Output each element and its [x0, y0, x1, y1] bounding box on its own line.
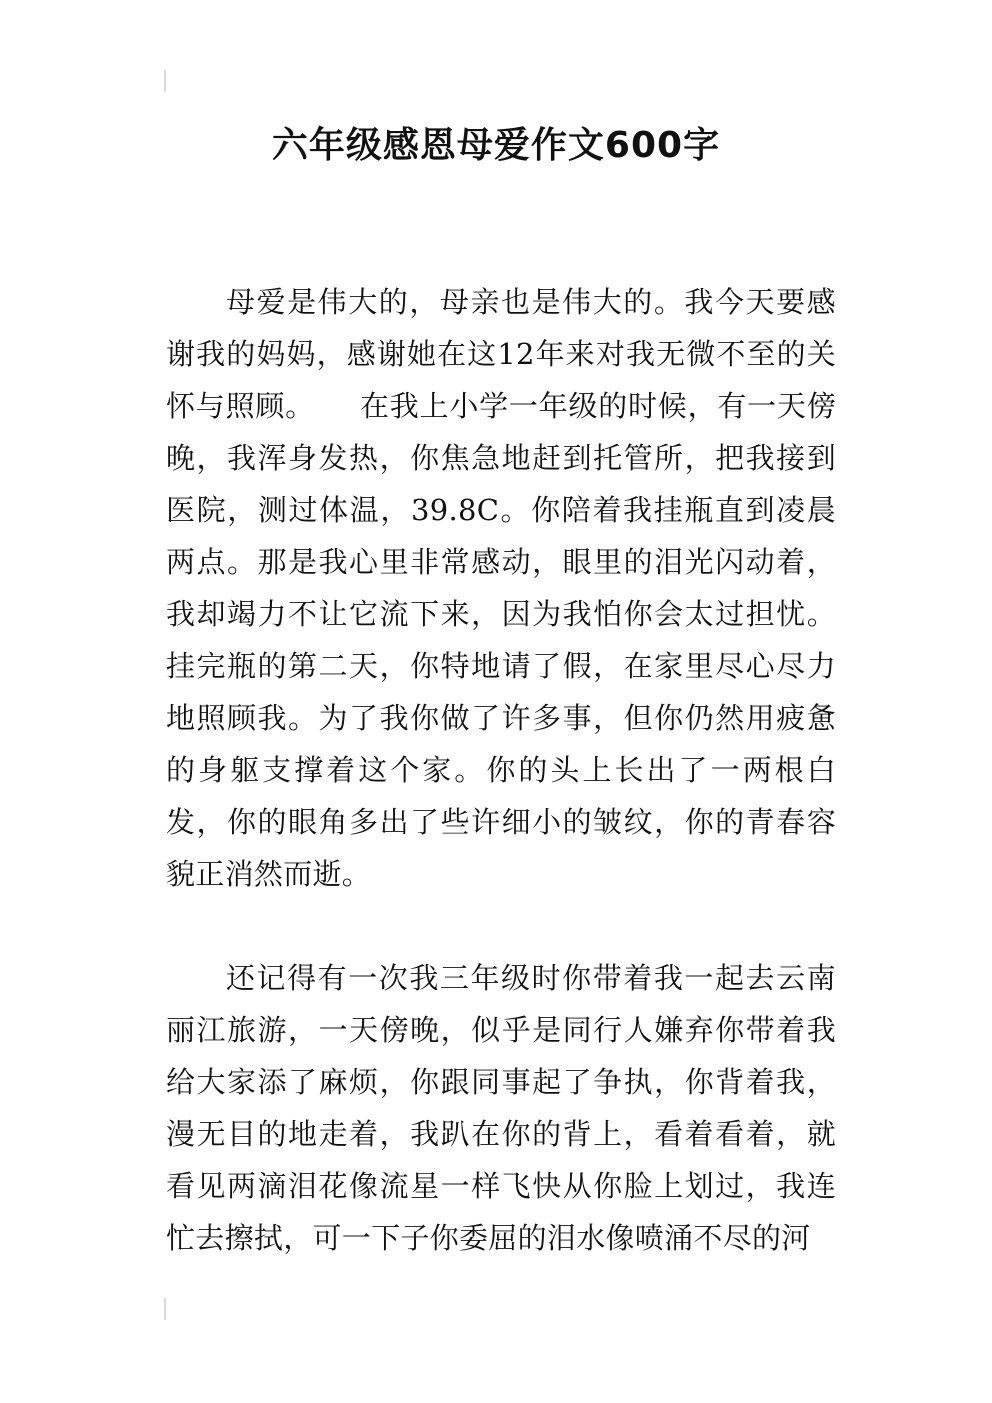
paragraph-2: 还记得有一次我三年级时你带着我一起去云南丽江旅游，一天傍晚，似乎是同行人嫌弃你带着我给大家添了麻烦，你跟同事起了争执，你背着我，漫无目的地走着，我趴在你的背上，看着看着，就看见两滴泪花像流星一样飞快从你脸上划过，我连忙去擦拭，可一下子你委屈的泪水像喷涌不尽的河	[166, 961, 836, 1255]
paragraph-spacer	[166, 900, 836, 952]
page-corner-mark-top	[164, 70, 166, 92]
page-corner-mark-bottom	[164, 1298, 166, 1320]
paragraph-1: 母爱是伟大的，母亲也是伟大的。我今天要感谢我的妈妈，感谢她在这12年来对我无微不至的关怀与照顾。 在我上小学一年级的时候，有一天傍晚，我浑身发热，你焦急地赶到托管所，把我接到医院，测过体温，39.8C。你陪着我挂瓶直到凌晨两点。那是我心里非常感动，眼里的泪光闪动着，我却竭力不让它流下来，因为我怕你会太过担忧。挂完瓶的第二天，你特地请了假，在家里尽心尽力地照顾我。为了我你做了许多事，但你仍然用疲惫的身躯支撑着这个家。你的头上长出了一两根白发，你的眼角多出了些许细小的皱纹，你的青春容貌正消然而逝。	[166, 285, 836, 891]
document-title: 六年级感恩母爱作文600字	[271, 125, 721, 166]
document-body	[166, 276, 836, 1264]
